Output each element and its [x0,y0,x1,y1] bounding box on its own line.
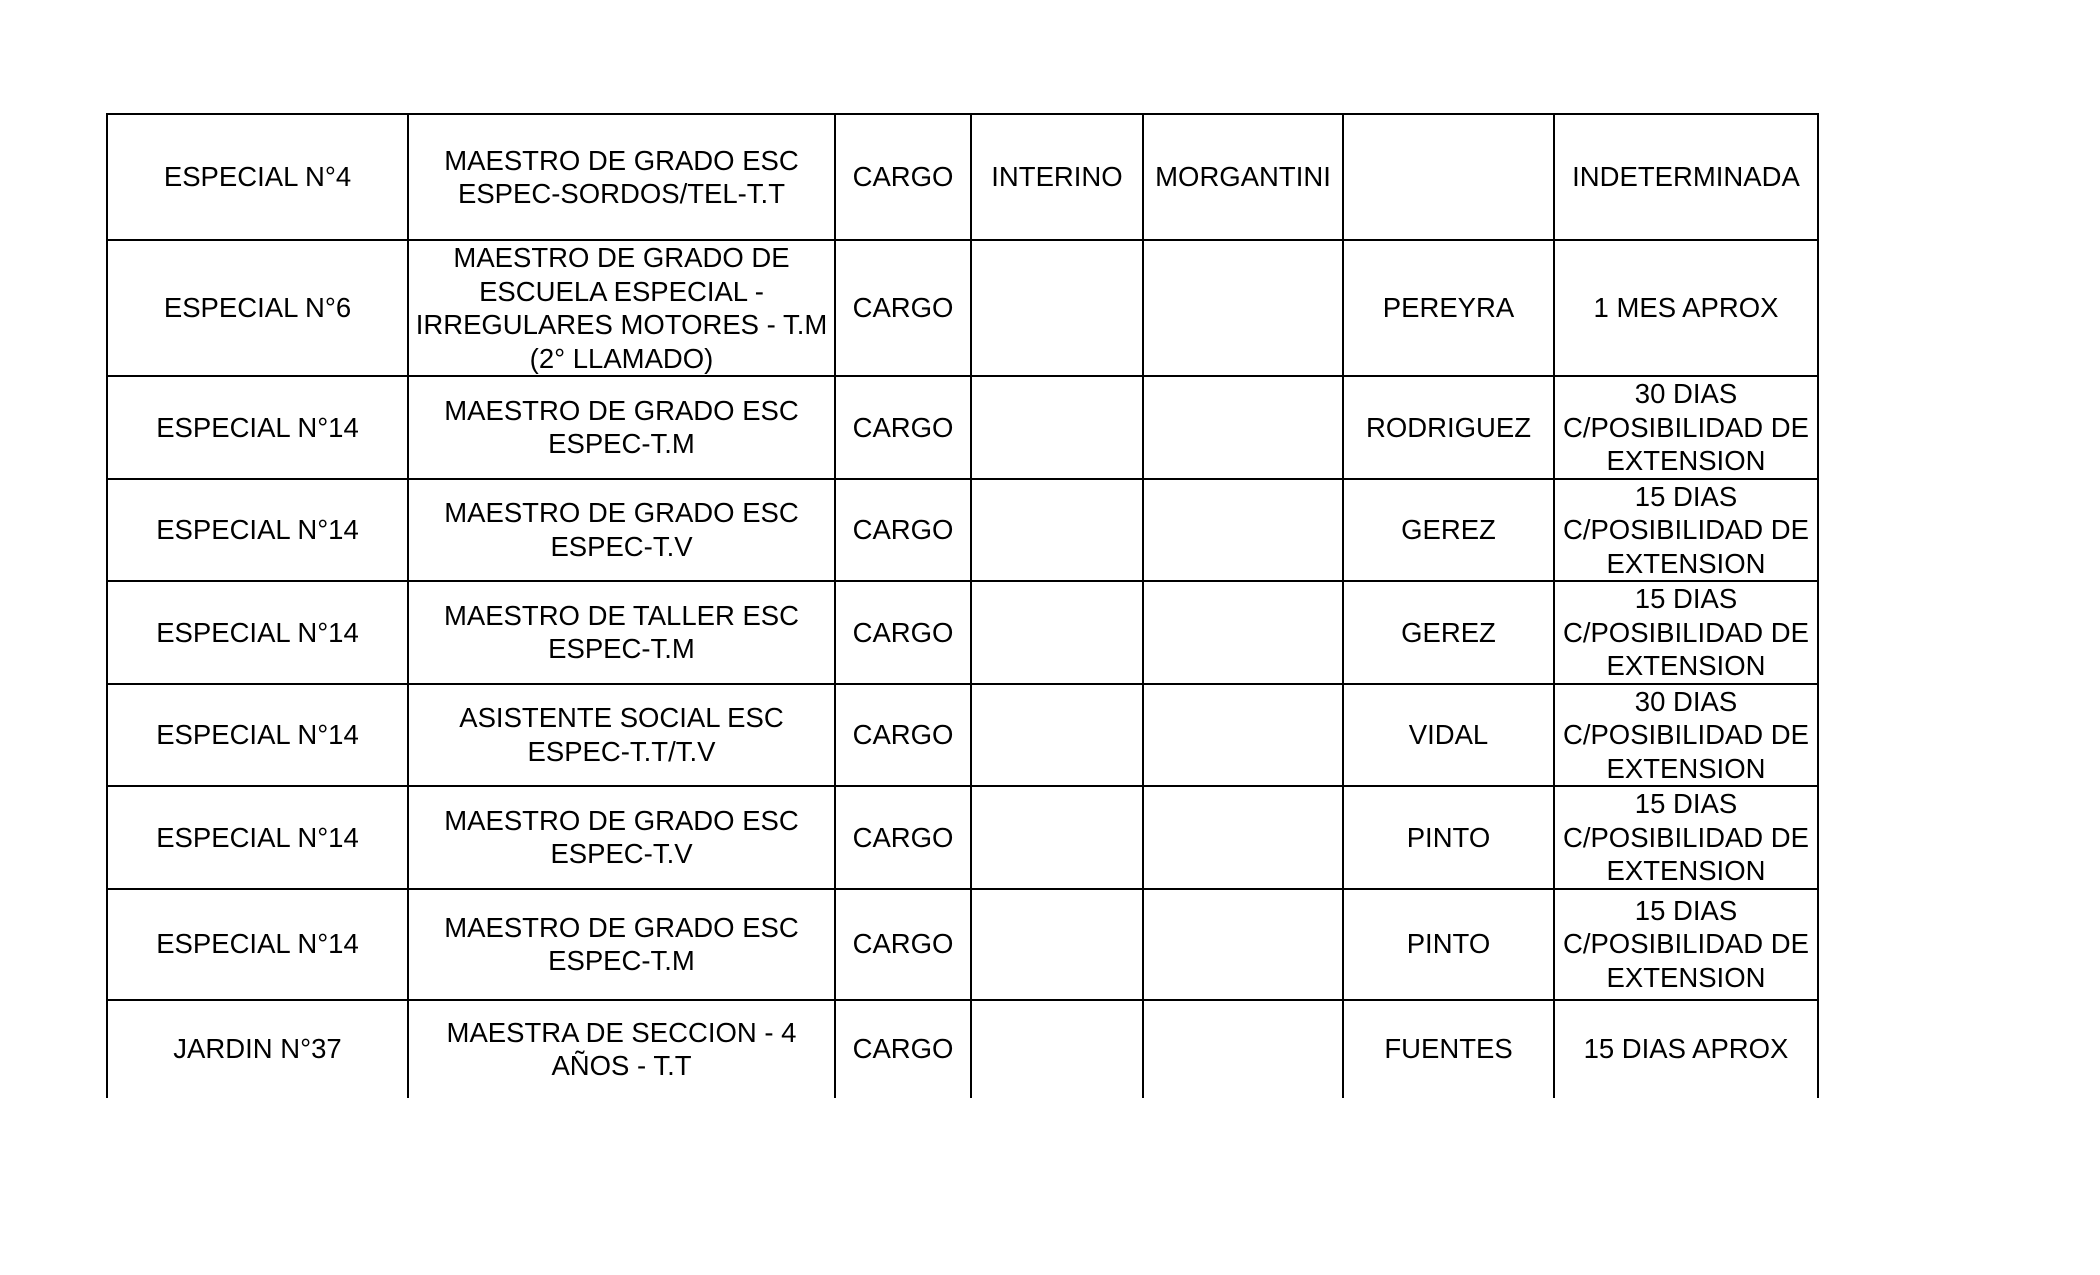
replaced-cell: GEREZ [1343,581,1554,684]
position-cell: MAESTRO DE GRADO DE ESCUELA ESPECIAL - IRREGULARES MOTORES - T.M (2° LLAMADO) [408,240,835,376]
replaced-cell: FUENTES [1343,1000,1554,1098]
position-cell: MAESTRO DE GRADO ESC ESPEC-SORDOS/TEL-T.T [408,114,835,240]
replaced-cell: PEREYRA [1343,240,1554,376]
position-cell: MAESTRO DE GRADO ESC ESPEC-T.M [408,376,835,479]
position-cell: MAESTRO DE GRADO ESC ESPEC-T.V [408,786,835,889]
position-cell: MAESTRO DE GRADO ESC ESPEC-T.M [408,889,835,1000]
replaced-cell: RODRIGUEZ [1343,376,1554,479]
school-cell: ESPECIAL N°14 [107,786,408,889]
status-cell [971,889,1143,1000]
duration-cell: INDETERMINADA [1554,114,1818,240]
duration-cell: 15 DIAS C/POSIBILIDAD DE EXTENSION [1554,581,1818,684]
school-cell: ESPECIAL N°14 [107,581,408,684]
holder-cell [1143,684,1343,787]
school-cell: ESPECIAL N°14 [107,684,408,787]
status-cell [971,684,1143,787]
position-cell: MAESTRO DE GRADO ESC ESPEC-T.V [408,479,835,582]
duration-cell: 15 DIAS C/POSIBILIDAD DE EXTENSION [1554,479,1818,582]
school-cell: ESPECIAL N°14 [107,889,408,1000]
school-cell: ESPECIAL N°14 [107,376,408,479]
school-cell: JARDIN N°37 [107,1000,408,1098]
type-cell: CARGO [835,240,971,376]
position-cell: MAESTRA DE SECCION - 4 AÑOS - T.T [408,1000,835,1098]
holder-cell: MORGANTINI [1143,114,1343,240]
duration-cell: 15 DIAS C/POSIBILIDAD DE EXTENSION [1554,786,1818,889]
position-cell: ASISTENTE SOCIAL ESC ESPEC-T.T/T.V [408,684,835,787]
status-cell [971,786,1143,889]
school-cell: ESPECIAL N°4 [107,114,408,240]
status-cell [971,376,1143,479]
holder-cell [1143,786,1343,889]
table-row [107,479,1818,582]
replaced-cell: PINTO [1343,889,1554,1000]
holder-cell [1143,479,1343,582]
type-cell: CARGO [835,1000,971,1098]
position-cell: MAESTRO DE TALLER ESC ESPEC-T.M [408,581,835,684]
holder-cell [1143,889,1343,1000]
type-cell: CARGO [835,684,971,787]
table-row [107,1000,1818,1098]
replaced-cell [1343,114,1554,240]
table-row [107,786,1818,889]
status-cell: INTERINO [971,114,1143,240]
duration-cell: 15 DIAS C/POSIBILIDAD DE EXTENSION [1554,889,1818,1000]
status-cell [971,479,1143,582]
holder-cell [1143,581,1343,684]
holder-cell [1143,376,1343,479]
duration-cell: 30 DIAS C/POSIBILIDAD DE EXTENSION [1554,376,1818,479]
table-row [107,240,1818,376]
type-cell: CARGO [835,889,971,1000]
type-cell: CARGO [835,114,971,240]
holder-cell [1143,1000,1343,1098]
replaced-cell: PINTO [1343,786,1554,889]
table-row [107,376,1818,479]
table-row [107,114,1818,240]
type-cell: CARGO [835,581,971,684]
type-cell: CARGO [835,376,971,479]
status-cell [971,240,1143,376]
duration-cell: 30 DIAS C/POSIBILIDAD DE EXTENSION [1554,684,1818,787]
school-cell: ESPECIAL N°6 [107,240,408,376]
duration-cell: 15 DIAS APROX [1554,1000,1818,1098]
table-row [107,889,1818,1000]
status-cell [971,1000,1143,1098]
replaced-cell: VIDAL [1343,684,1554,787]
holder-cell [1143,240,1343,376]
table-row [107,684,1818,787]
vacancy-table [106,113,1819,1098]
type-cell: CARGO [835,786,971,889]
duration-cell: 1 MES APROX [1554,240,1818,376]
type-cell: CARGO [835,479,971,582]
status-cell [971,581,1143,684]
table-row [107,581,1818,684]
replaced-cell: GEREZ [1343,479,1554,582]
school-cell: ESPECIAL N°14 [107,479,408,582]
